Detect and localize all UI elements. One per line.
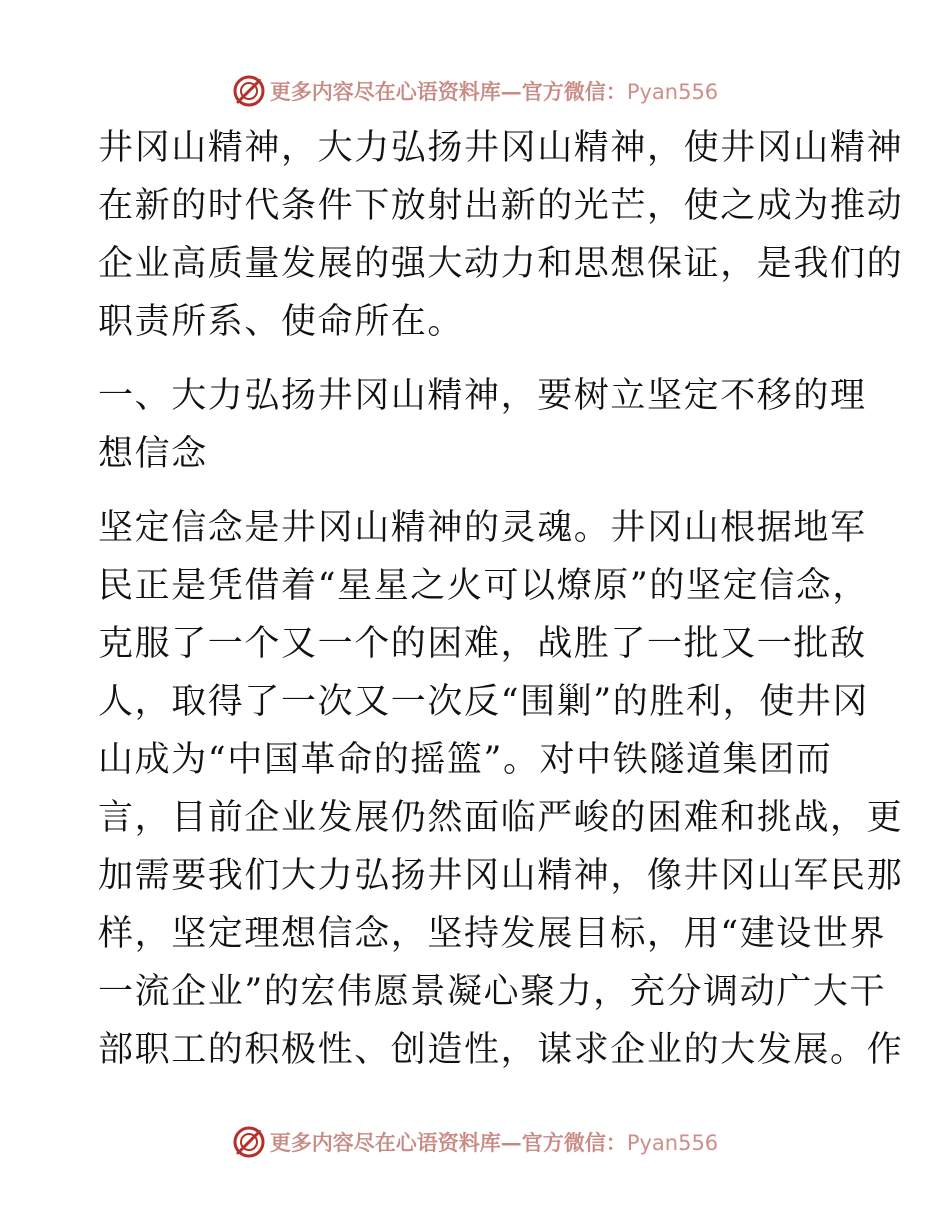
footer-watermark (0, 1122, 950, 1162)
text-line: 民正是凭借着“星星之火可以燎原”的坚定信念， (98, 566, 869, 606)
text-line: 加需要我们大力弘扬井冈山精神，像井冈山军民那 (98, 856, 904, 896)
watermark-logo-icon (232, 1125, 266, 1159)
text-line: 企业高质量发展的强大动力和思想保证，是我们的 (98, 244, 904, 284)
text-line: 职责所系、使命所在。 (98, 302, 465, 342)
text-line: 样，坚定理想信念，坚持发展目标，用“建设世界 (98, 914, 887, 954)
text-line: 在新的时代条件下放射出新的光芒，使之成为推动 (98, 186, 904, 226)
text-line: 克服了一个又一个的困难，战胜了一批又一批敌 (98, 624, 867, 664)
text-line: 坚定信念是井冈山精神的灵魂。井冈山根据地军 (98, 508, 867, 548)
header-watermark (0, 71, 950, 111)
text-line: 人，取得了一次又一次反“围剿”的胜利，使井冈 (98, 682, 869, 722)
watermark-wechat-id: Pyan556 (626, 80, 719, 104)
text-line: 一流企业”的宏伟愿景凝心聚力，充分调动广大干 (98, 972, 887, 1012)
text-line: 部职工的积极性、创造性，谋求企业的大发展。作 (98, 1030, 904, 1070)
watermark-logo-icon (232, 74, 266, 108)
section-heading: 想信念 (98, 434, 208, 474)
text-line: 井冈山精神，大力弘扬井冈山精神，使井冈山精神 (98, 128, 904, 168)
watermark-text: 更多内容尽在心语资料库—官方微信：Pyan556 (269, 1130, 719, 1155)
watermark-text: 更多内容尽在心语资料库—官方微信：Pyan556 (269, 79, 719, 104)
watermark-wechat-id: Pyan556 (626, 1131, 719, 1155)
text-line: 言，目前企业发展仍然面临严峻的困难和挑战，更 (98, 798, 904, 838)
text-line: 山成为“中国革命的摇篮”。对中铁隧道集团而 (98, 740, 833, 780)
section-heading: 一、大力弘扬井冈山精神，要树立坚定不移的理 (98, 376, 867, 416)
